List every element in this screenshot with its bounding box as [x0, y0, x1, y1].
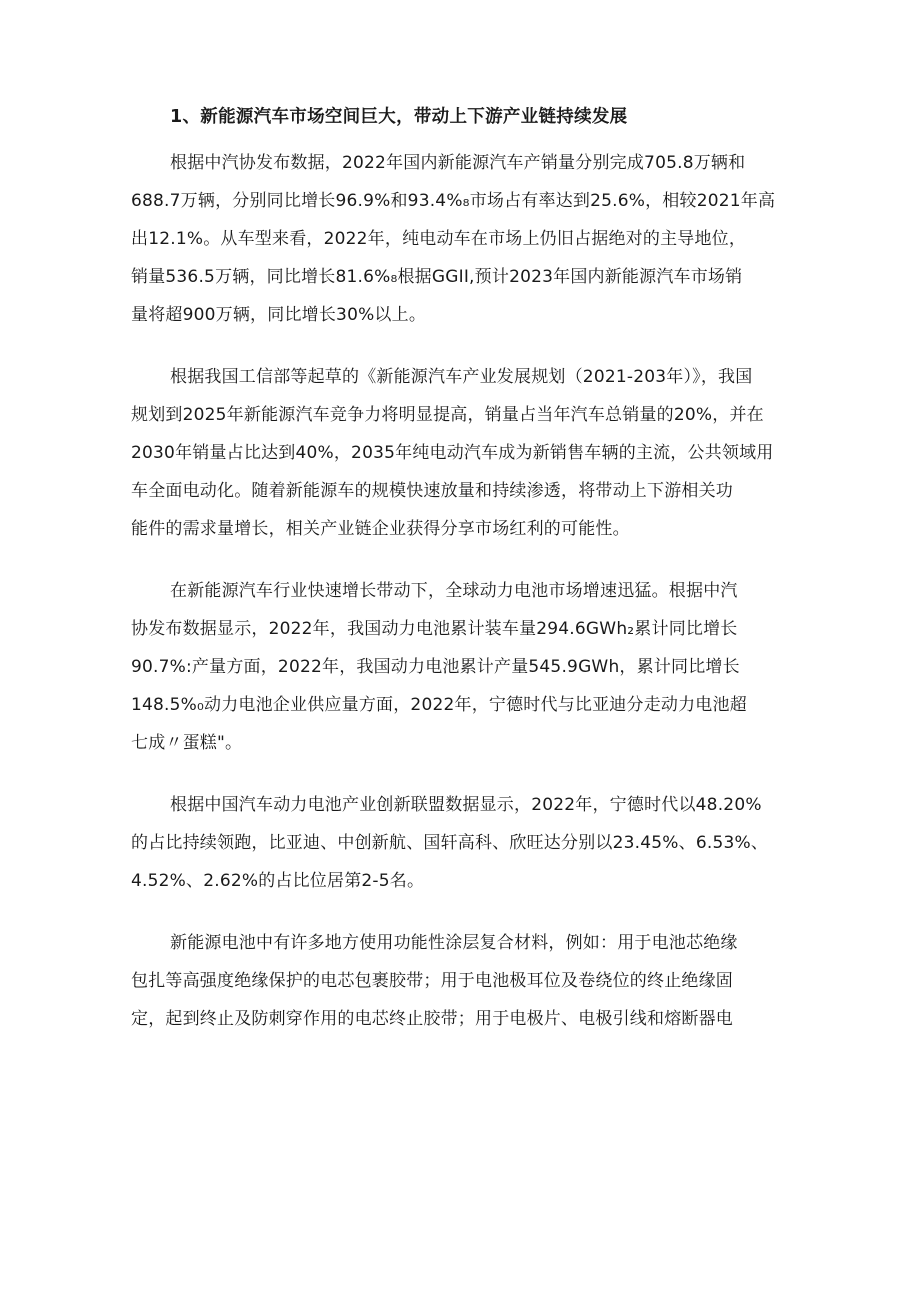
paragraph-market-data	[131, 144, 795, 334]
paragraph-line: 量将超900万辆，同比增长30%以上。	[131, 305, 427, 325]
section-heading: 1、新能源汽车市场空间巨大，带动上下游产业链持续发展	[170, 107, 628, 127]
paragraph-line: 2030年销量占比达到40%，2035年纯电动汽车成为新销售车辆的主流，公共领域用	[131, 443, 774, 463]
paragraph-policy-plan	[131, 358, 795, 548]
paragraph-line: 定，起到终止及防刺穿作用的电芯终止胶带；用于电极片、电极引线和熔断器电	[131, 1009, 733, 1029]
paragraph-line: 4.52%、2.62%的占比位居第2-5名。	[131, 871, 425, 891]
paragraph-line: 出12.1%。从车型来看，2022年，纯电动车在市场上仍旧占据绝对的主导地位，	[131, 229, 747, 249]
paragraph-line: 在新能源汽车行业快速增长带动下，全球动力电池市场增速迅猛。根据中汽	[170, 581, 738, 601]
paragraph-line: 根据中国汽车动力电池产业创新联盟数据显示，2022年，宁德时代以48.20%	[170, 795, 762, 815]
paragraph-line: 根据我国工信部等起草的《新能源汽车产业发展规划（2021-203年）》，我国	[170, 367, 753, 387]
paragraph-line: 包扎等高强度绝缘保护的电芯包裹胶带；用于电池极耳位及卷绕位的终止绝缘固	[131, 971, 733, 991]
paragraph-line: 688.7万辆，分别同比增长96.9%和93.4%₈市场占有率达到25.6%，相较2021年高	[131, 191, 776, 211]
paragraph-battery-market	[131, 572, 795, 762]
paragraph-line: 的占比持续领跑，比亚迪、中创新航、国轩高科、欣旺达分别以23.45%、6.53%、	[131, 833, 769, 853]
paragraph-line: 新能源电池中有许多地方使用功能性涂层复合材料，例如：用于电池芯绝缘	[170, 933, 738, 953]
paragraph-line: 车全面电动化。随着新能源车的规模快速放量和持续渗透，将带动上下游相关功	[131, 481, 733, 501]
paragraph-line: 能件的需求量增长，相关产业链企业获得分享市场红利的可能性。	[131, 519, 630, 539]
paragraph-line: 148.5%₀动力电池企业供应量方面，2022年，宁德时代与比亚迪分走动力电池超	[131, 695, 747, 715]
paragraph-line: 根据中汽协发布数据，2022年国内新能源汽车产销量分别完成705.8万辆和	[170, 153, 746, 173]
paragraph-line: 七成〃蛋糕"。	[131, 733, 243, 753]
paragraph-market-share	[131, 786, 795, 900]
paragraph-line: 协发布数据显示，2022年，我国动力电池累计装车量294.6GWh₂累计同比增长	[131, 619, 738, 639]
document-body	[131, 98, 795, 1062]
paragraph-line: 规划到2025年新能源汽车竞争力将明显提高，销量占当年汽车总销量的20%，并在	[131, 405, 764, 425]
paragraph-coating-materials	[131, 924, 795, 1038]
paragraph-line: 销量536.5万辆，同比增长81.6%₈根据GGII,预计2023年国内新能源汽车市场销	[131, 267, 743, 287]
paragraph-line: 90.7%:产量方面，2022年，我国动力电池累计产量545.9GWh，累计同比增长	[131, 657, 740, 677]
